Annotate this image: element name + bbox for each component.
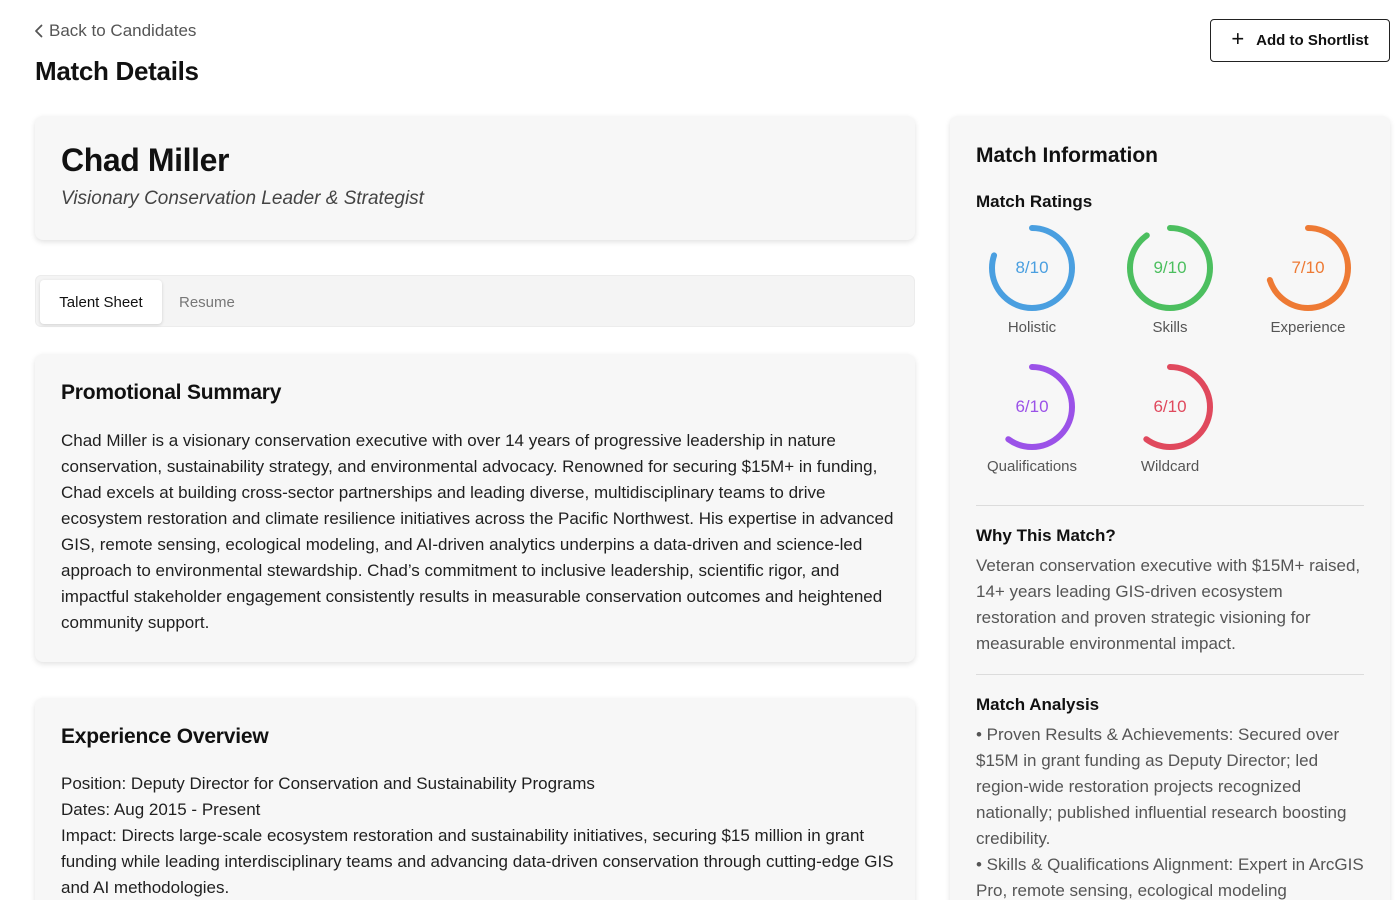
rating-value: 6/10 <box>1153 397 1187 416</box>
rating-skills <box>1110 223 1230 336</box>
rating-label: Experience <box>1270 319 1346 336</box>
match-analysis-list <box>976 722 1366 900</box>
tab-bar <box>35 275 915 327</box>
add-to-shortlist-button[interactable] <box>1210 19 1390 62</box>
divider <box>976 505 1364 506</box>
add-to-shortlist-label: Add to Shortlist <box>1256 32 1369 49</box>
rating-label: Holistic <box>1007 319 1057 336</box>
rating-label: Wildcard <box>1140 458 1200 475</box>
divider <box>976 674 1364 675</box>
rating-value: 7/10 <box>1291 258 1325 277</box>
experience-position: Position: Deputy Director for Conservation and Sustainability Programs <box>61 774 595 793</box>
rating-value: 6/10 <box>1015 397 1049 416</box>
back-link-label: Back to Candidates <box>49 21 197 40</box>
page-title: Match Details <box>35 56 199 86</box>
candidate-profile-card <box>35 116 915 240</box>
match-information-title: Match Information <box>976 144 1158 167</box>
chevron-left-icon <box>34 24 43 38</box>
tab-resume[interactable]: Resume <box>179 293 235 311</box>
summary-title: Promotional Summary <box>61 381 282 404</box>
experience-title: Experience Overview <box>61 725 269 748</box>
rating-value: 8/10 <box>1015 258 1049 277</box>
back-to-candidates-link[interactable] <box>34 21 196 41</box>
match-information-panel <box>950 116 1390 900</box>
experience-overview-card <box>35 698 915 900</box>
match-analysis-title: Match Analysis <box>976 695 1100 714</box>
experience-dates: Dates: Aug 2015 - Present <box>61 800 261 819</box>
match-analysis-item: • Skills & Qualifications Alignment: Expert in ArcGIS Pro, remote sensing, ecological modeling <box>976 855 1364 900</box>
match-analysis-item: • Proven Results & Achievements: Secured over $15M in grant funding as Deputy Director; led region-wide restoration projects recognized nationally; published influential research boosting credibility. <box>976 725 1347 848</box>
summary-text: Chad Miller is a visionary conservation executive with over 14 years of progressive leadership in nature conservation, sustainability strategy, and environmental advocacy. Renowned for securing $15M+ in funding, Chad excels at building cross-sector partnerships and leading diverse, multidisciplinary teams to drive ecosystem restoration and climate resilience initiatives across the Pacific Northwest. His expertise in advanced GIS, remote sensing, ecological modeling, and AI-driven analytics underpins a data-driven and science-led approach to environmental stewardship. Chad’s commitment to inclusive leadership, scientific rigor, and impactful stakeholder engagement consistently results in measurable conservation outcomes and heightened community support. <box>61 431 894 632</box>
rating-value: 9/10 <box>1153 258 1187 277</box>
experience-impact: Impact: Directs large-scale ecosystem restoration and sustainability initiatives, securing $15 million in grant funding while leading interdisciplinary teams and advancing data-driven conservation through cutting-edge GIS and AI methodologies. <box>61 826 894 897</box>
promotional-summary-card <box>35 354 915 662</box>
rating-label: Qualifications <box>986 458 1078 475</box>
candidate-tagline: Visionary Conservation Leader & Strategist <box>61 188 424 209</box>
rating-experience <box>1248 223 1368 336</box>
plus-icon: + <box>1231 26 1245 51</box>
tab-talent-sheet[interactable]: Talent Sheet <box>40 280 162 324</box>
experience-details <box>61 771 895 900</box>
rating-label: Skills <box>1152 319 1188 336</box>
why-this-match-title: Why This Match? <box>976 526 1116 545</box>
rating-holistic <box>972 223 1092 336</box>
why-this-match-text: Veteran conservation executive with $15M+ raised, 14+ years leading GIS-driven ecosystem restoration and proven strategic visioning for measurable environmental impact. <box>976 556 1361 653</box>
match-ratings-title: Match Ratings <box>976 192 1093 211</box>
candidate-name: Chad Miller <box>61 142 230 178</box>
rating-qualifications <box>972 362 1092 475</box>
rating-wildcard <box>1110 362 1230 475</box>
